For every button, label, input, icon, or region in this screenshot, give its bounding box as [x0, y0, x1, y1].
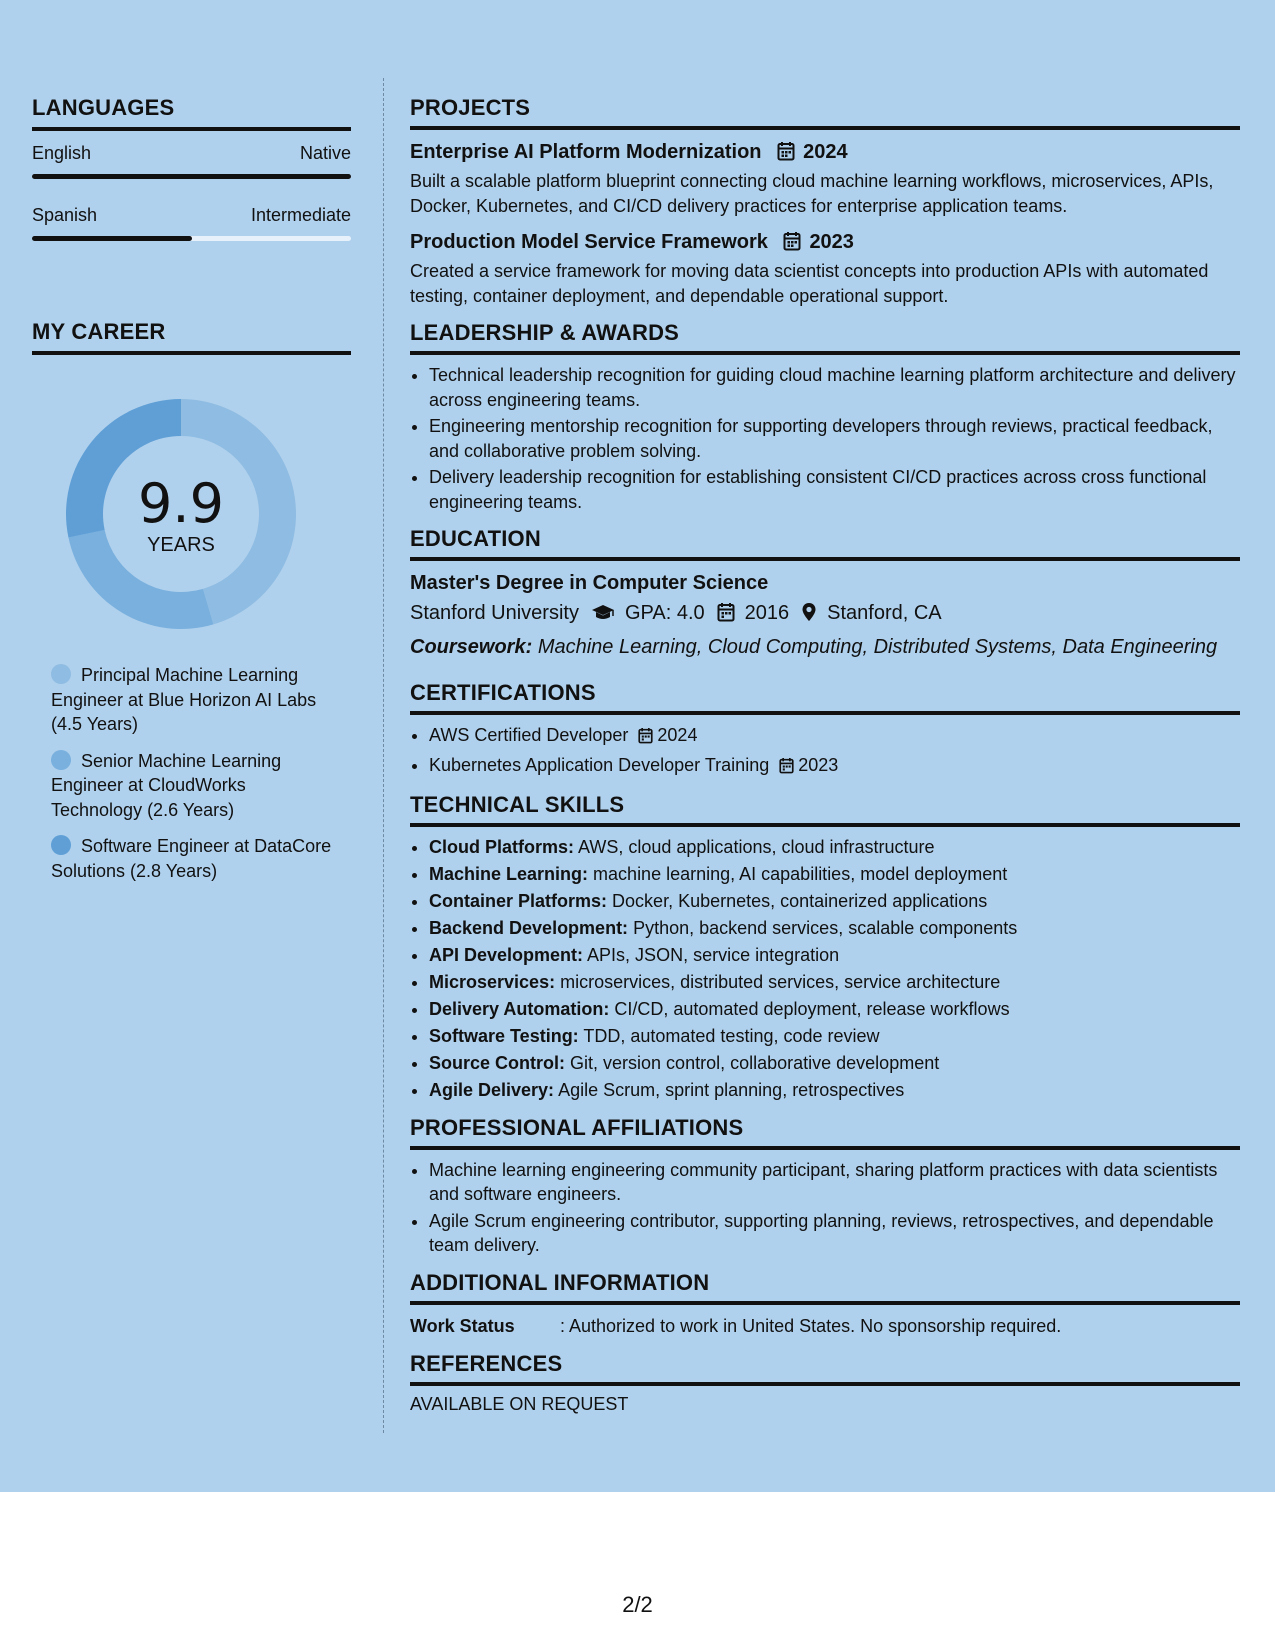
- affiliations-heading: PROFESSIONAL AFFILIATIONS: [410, 1115, 1240, 1150]
- language-item: [32, 143, 351, 179]
- language-level: Intermediate: [250, 205, 351, 225]
- career-item: Senior Machine Learning Engineer at CloudWorks Technology (2.6 Years): [51, 750, 282, 820]
- certification-item: • Kubernetes Application Developer Training 2023: [429, 753, 1240, 781]
- calendar-icon: [777, 141, 795, 169]
- education-details: [410, 597, 1240, 632]
- skill-item: • Machine Learning: machine learning, AI capabilities, model deployment: [429, 862, 1240, 887]
- school-location: Stanford, CA: [827, 602, 942, 624]
- list-item: • Delivery leadership recognition for establishing consistent CI/CD practices across cross functional engineering teams.: [429, 465, 1240, 514]
- coursework: [410, 632, 1240, 662]
- certification-year: 2023: [798, 754, 839, 775]
- list-item: • Technical leadership recognition for guiding cloud machine learning platform architecture and delivery across engineering teams.: [429, 363, 1240, 412]
- calendar-icon: [779, 756, 794, 781]
- coursework-label: Coursework:: [410, 636, 533, 658]
- list-item: • Machine learning engineering community participant, sharing platform practices with data scientists and software engineers.: [429, 1158, 1240, 1207]
- leadership-section: [410, 320, 1240, 514]
- legend-dot: [51, 835, 71, 855]
- language-name: English: [32, 143, 92, 163]
- skill-item: • Software Testing: TDD, automated testing, code review: [429, 1024, 1240, 1049]
- calendar-icon: [783, 231, 801, 259]
- legend-dot: [51, 750, 71, 770]
- leadership-heading: LEADERSHIP & AWARDS: [410, 320, 1240, 355]
- work-status-row: [410, 1313, 1240, 1339]
- language-proficiency-fill: [32, 236, 192, 241]
- references-text: AVAILABLE ON REQUEST: [410, 1393, 629, 1414]
- education-section: [410, 526, 1240, 662]
- project-year: 2023: [809, 231, 854, 253]
- career-list: [51, 663, 341, 883]
- skills-list: [410, 835, 1240, 1103]
- work-status-label: Work Status: [410, 1315, 515, 1336]
- additional-section: [410, 1270, 1240, 1339]
- certification-year: 2024: [657, 725, 698, 745]
- certifications-section: [410, 680, 1240, 780]
- career-heading: MY CAREER: [32, 319, 351, 355]
- project-description: Created a service framework for moving data scientist concepts into production APIs with automated testing, container deployment, and dependable operational support.: [410, 261, 1209, 306]
- skill-item: • Agile Delivery: Agile Scrum, sprint planning, retrospectives: [429, 1078, 1240, 1103]
- project-title-row: [410, 138, 1240, 169]
- affiliations-section: [410, 1115, 1240, 1258]
- left-column: [32, 95, 351, 895]
- calendar-icon: [638, 726, 653, 751]
- career-item: Principal Machine Learning Engineer at Blue Horizon AI Labs (4.5 Years): [51, 665, 317, 734]
- project-title-row: [410, 228, 1240, 259]
- project-title: Enterprise AI Platform Modernization: [410, 141, 762, 163]
- affiliations-list: [410, 1158, 1240, 1258]
- list-item: • Agile Scrum engineering contributor, supporting planning, reviews, retrospectives, and dependable team delivery.: [429, 1209, 1240, 1258]
- languages-heading: LANGUAGES: [32, 95, 351, 131]
- work-status-value: : Authorized to work in United States. No sponsorship required.: [560, 1315, 1062, 1336]
- calendar-icon: [717, 600, 735, 632]
- career-item: Software Engineer at DataCore Solutions (2.8 Years): [51, 836, 332, 881]
- skill-item: • Delivery Automation: CI/CD, automated deployment, release workflows: [429, 997, 1240, 1022]
- career-total-unit: YEARS: [147, 533, 215, 556]
- projects-heading: PROJECTS: [410, 95, 1240, 130]
- coursework-list: Machine Learning, Cloud Computing, Distributed Systems, Data Engineering: [537, 636, 1218, 658]
- gpa: GPA: 4.0: [624, 602, 705, 624]
- language-proficiency-bar: [32, 174, 351, 179]
- right-column: [410, 95, 1240, 1427]
- graduation-cap-icon: [591, 600, 615, 632]
- page-number: 2/2: [622, 1592, 653, 1617]
- career-donut-chart: [66, 399, 296, 629]
- projects-section: [410, 95, 1240, 308]
- legend-dot: [51, 664, 71, 684]
- skill-item: • Backend Development: Python, backend services, scalable components: [429, 916, 1240, 941]
- project-title: Production Model Service Framework: [410, 231, 768, 253]
- references-section: [410, 1351, 1240, 1415]
- skills-section: [410, 792, 1240, 1103]
- location-pin-icon: [801, 600, 817, 632]
- education-heading: EDUCATION: [410, 526, 1240, 561]
- leadership-list: [410, 363, 1240, 514]
- language-name: Spanish: [32, 205, 98, 225]
- graduation-year: 2016: [744, 602, 790, 624]
- certifications-heading: CERTIFICATIONS: [410, 680, 1240, 715]
- language-proficiency-bar: [32, 236, 351, 241]
- degree-title: Master's Degree in Computer Science: [410, 572, 769, 594]
- skills-heading: TECHNICAL SKILLS: [410, 792, 1240, 827]
- skill-item: • Source Control: Git, version control, collaborative development: [429, 1051, 1240, 1076]
- column-divider: [383, 78, 384, 1433]
- project-year: 2024: [803, 141, 848, 163]
- project-description: Built a scalable platform blueprint connecting cloud machine learning workflows, microservices, APIs, Docker, Kubernetes, and CI/CD delivery practices for enterprise application teams.: [410, 171, 1214, 216]
- language-proficiency-fill: [32, 174, 351, 179]
- certification-item: • AWS Certified Developer 2024: [429, 723, 1240, 751]
- additional-heading: ADDITIONAL INFORMATION: [410, 1270, 1240, 1305]
- skill-item: • Cloud Platforms: AWS, cloud applications, cloud infrastructure: [429, 835, 1240, 860]
- language-item: [32, 205, 351, 241]
- school-name: Stanford University: [410, 602, 579, 624]
- certifications-list: [410, 723, 1240, 780]
- references-heading: REFERENCES: [410, 1351, 1240, 1386]
- skill-item: • Container Platforms: Docker, Kubernetes, containerized applications: [429, 889, 1240, 914]
- language-level: Native: [299, 143, 351, 163]
- career-total-years: 9.9: [138, 471, 224, 535]
- list-item: • Engineering mentorship recognition for supporting developers through reviews, practical feedback, and collaborative problem solving.: [429, 414, 1240, 463]
- skill-item: • API Development: APIs, JSON, service integration: [429, 943, 1240, 968]
- skill-item: • Microservices: microservices, distributed services, service architecture: [429, 970, 1240, 995]
